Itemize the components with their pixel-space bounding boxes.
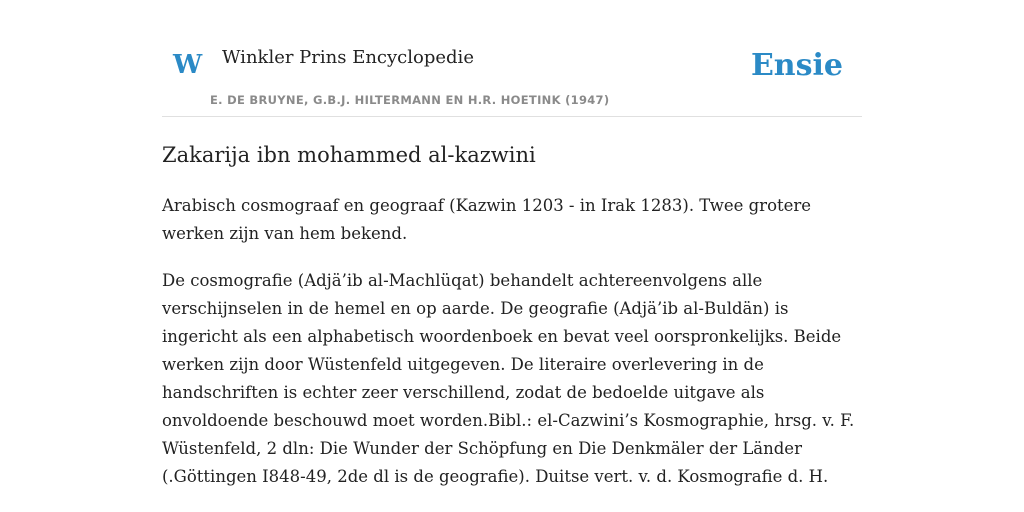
winkler-prins-logo[interactable]: W xyxy=(173,50,203,80)
article xyxy=(162,140,862,491)
ensie-logo[interactable]: Ensie xyxy=(750,48,843,83)
article-paragraph: Arabisch cosmograaf en geograaf (Kazwin 1203 - in Irak 1283). Twee grotere werken zijn van hem bekend. xyxy=(162,196,812,243)
source-title[interactable]: Winkler Prins Encyclopedie xyxy=(222,47,474,68)
site-header xyxy=(162,0,862,117)
source-authors: E. DE BRUYNE, G.B.J. HILTERMANN EN H.R. HOETINK (1947) xyxy=(210,93,610,107)
article-title: Zakarija ibn mohammed al-kazwini xyxy=(162,143,536,167)
article-paragraph: De cosmografie (Adjä’ib al-Machlüqat) behandelt achtereenvolgens alle verschijnselen in de hemel en op aarde. De geografie (Adjä’ib al-Buldän) is ingericht als een alphabetisch woordenboek en bevat veel oorspronkelijks. Beide werken zijn door Wüstenfeld uitgegeven. De literaire overlevering in de handschriften is echter zeer verschillend, zodat de bedoelde uitgave als onvoldoende beschouwd moet worden.Bibl.: el-Cazwini’s Kosmographie, hrsg. v. F. Wüstenfeld, 2 dln: Die Wunder der Schöpfung en Die Denkmäler der Länder (.Göttingen I848-49, 2de dl is de geografie). Duitse vert. v. d. Kosmografie d. H. xyxy=(162,271,855,486)
